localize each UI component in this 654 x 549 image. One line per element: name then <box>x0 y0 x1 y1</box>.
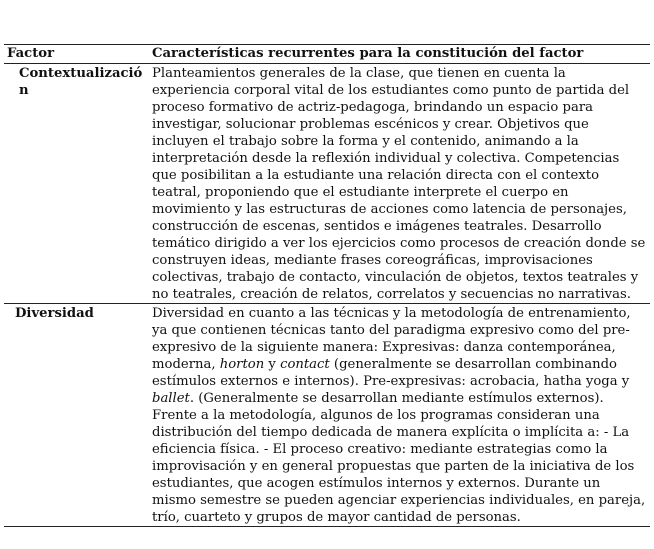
header-caracteristicas: Características recurrentes para la constitución del factor <box>144 45 650 64</box>
technique-contact: contact <box>280 357 330 372</box>
description-text: Diversidad en cuanto a las técnicas y la metodología de entrenamiento, ya que contienen técnicas tanto del paradigma expresivo como del pre-expresivo de la siguiente manera: Expresivas: danza contemporánea, moderna, <box>152 306 631 372</box>
header-factor: Factor <box>4 45 144 64</box>
factor-name: Contextualización <box>4 64 144 304</box>
factors-table <box>4 44 650 527</box>
factor-description: Planteamientos generales de la clase, que tienen en cuenta la experiencia corporal vital de los estudiantes como punto de partida del proceso formativo de actriz-pedagoga, brindando un espacio para investigar, solucionar problemas escénicos y crear. Objetivos que incluyen el trabajo sobre la forma y el contenido, animando a la interpretación desde la reflexión individual y colectiva. Competencias que posibilitan a la estudiante una relación directa con el contexto teatral, proponiendo que el estudiante interprete el cuerpo en movimiento y las estructuras de acciones como latencia de personajes, construcción de escenas, sentidos e imágenes teatrales. Desarrollo temático dirigido a ver los ejercicios como procesos de creación donde se construyen ideas, mediante frases coreográficas, improvisaciones colectivas, trabajo de contacto, vinculación de objetos, textos teatrales y no teatrales, creación de relatos, correlatos y secuencias no narrativas. <box>144 64 650 304</box>
factor-description <box>144 304 650 527</box>
description-text: (generalmente se desarrollan combinando estímulos externos e internos). Pre-expresivas: acrobacia, hatha yoga y <box>152 357 630 389</box>
description-text: . (Generalmente se desarrollan mediante estímulos externos). Frente a la metodología, algunos de los programas consideran una distribución del tiempo dedicada de manera explícita o implícita a: - La eficiencia física. - El proceso creativo: mediante estrategias como la improvisación y en general propuestas que parten de la iniciativa de los estudiantes, que acogen estímulos internos y externos. Durante un mismo semestre se pueden agenciar experiencias individuales, en pareja, trío, cuarteto y grupos de mayor cantidad de personas. <box>152 391 646 525</box>
factor-name: Diversidad <box>4 304 144 527</box>
table-header-row <box>4 45 650 64</box>
table-row <box>4 64 650 304</box>
technique-ballet: ballet <box>152 391 190 406</box>
description-text: y <box>264 357 281 372</box>
table-row <box>4 304 650 527</box>
technique-horton: horton <box>219 357 265 372</box>
